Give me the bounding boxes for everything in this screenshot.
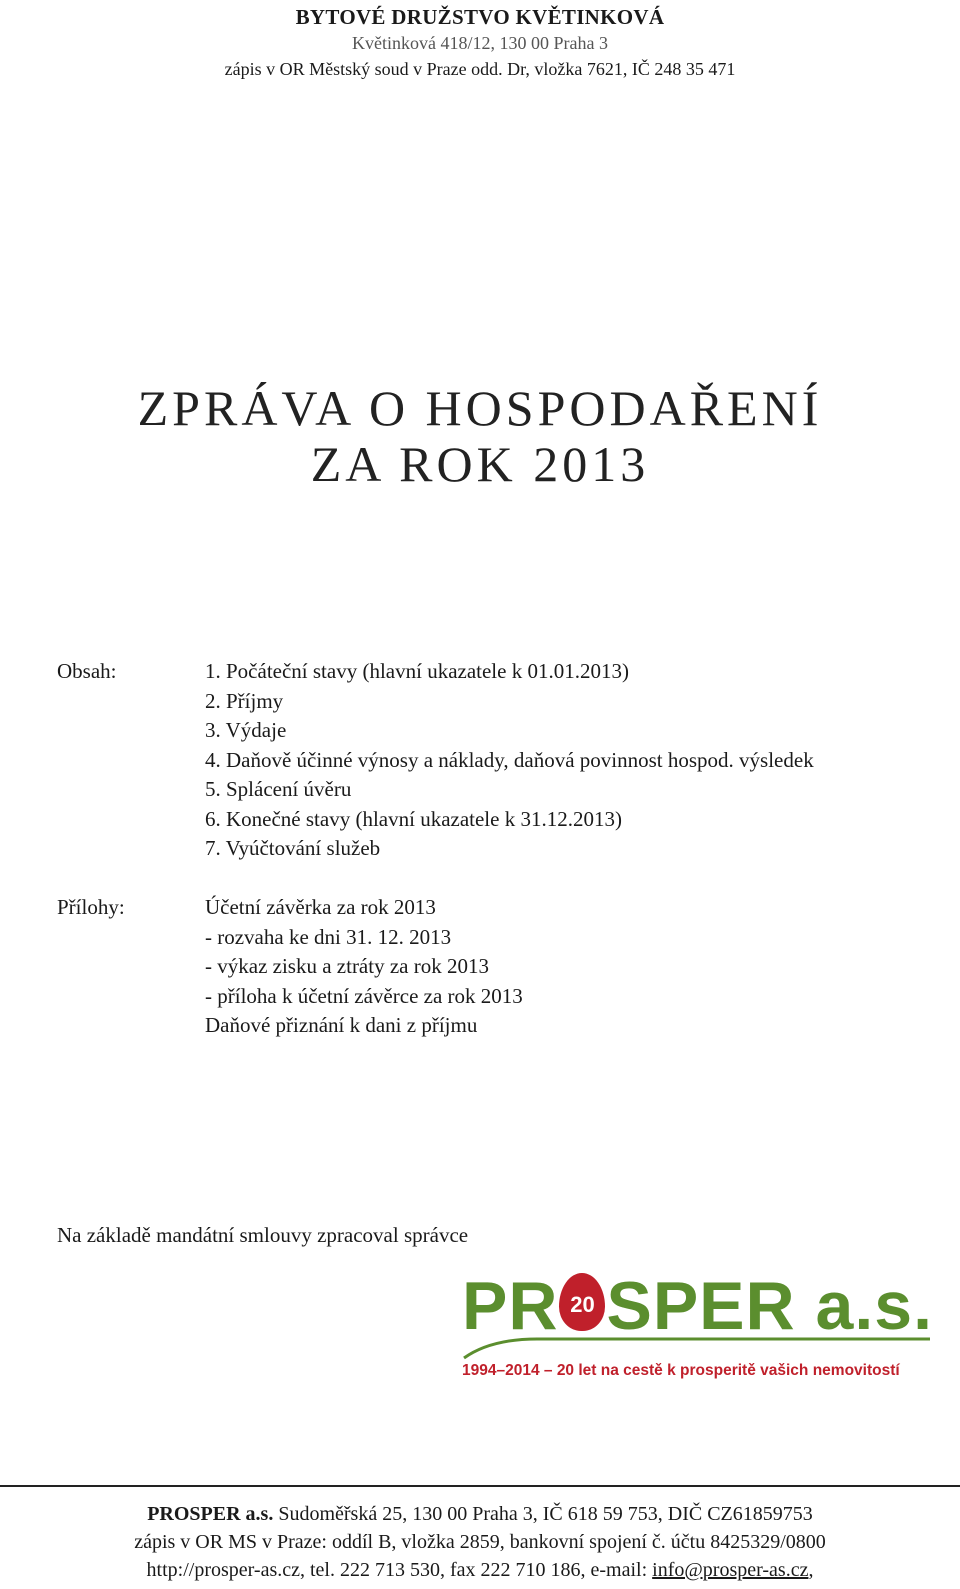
- contents-item: 7. Vyúčtování služeb: [205, 836, 381, 860]
- anniversary-egg-icon: [559, 1273, 605, 1331]
- footer-divider: [0, 1485, 960, 1487]
- prepared-by-note: Na základě mandátní smlouvy zpracoval správce: [57, 1223, 469, 1247]
- organization-name: BYTOVÉ DRUŽSTVO KVĚTINKOVÁ: [295, 5, 665, 29]
- prosper-logo: [462, 1270, 942, 1390]
- footer: [0, 1500, 960, 1584]
- document-header: [0, 4, 960, 82]
- attachments-section: [57, 893, 937, 1043]
- contents-item: 3. Výdaje: [205, 718, 287, 742]
- footer-line-2: zápis v OR MS v Praze: oddíl B, vložka 2859, bankovní spojení č. účtu 8425329/0800: [134, 1531, 826, 1553]
- contents-label: Obsah:: [57, 659, 117, 683]
- footer-line-3: [0, 1556, 960, 1584]
- attachment-item: Daňové přiznání k dani z příjmu: [205, 1013, 478, 1037]
- attachment-item: - výkaz zisku a ztráty za rok 2013: [205, 954, 489, 978]
- contents-item: 2. Příjmy: [205, 688, 284, 713]
- document-title: [0, 380, 960, 492]
- contents-section: [57, 657, 937, 867]
- contents-item: 6. Konečné stavy (hlavní ukazatele k 31.12.2013): [205, 806, 622, 831]
- title-line-1: ZPRÁVA O HOSPODAŘENÍ: [137, 380, 823, 436]
- logo-tagline: 1994–2014 – 20 let na cestě k prosperitě vašich nemovitostí: [462, 1362, 900, 1379]
- attachment-item: Účetní závěrka za rok 2013: [205, 895, 436, 919]
- logo-wordmark: [462, 1270, 933, 1342]
- contents-item: 5. Splácení úvěru: [205, 777, 352, 801]
- logo-word-right: SPER a.s.: [606, 1268, 933, 1344]
- contents-item: 1. Počáteční stavy (hlavní ukazatele k 01.01.2013): [205, 659, 629, 683]
- attachments-label: Přílohy:: [57, 895, 125, 919]
- organization-registry: zápis v OR Městský soud v Praze odd. Dr, vložka 7621, IČ 248 35 471: [224, 59, 736, 79]
- organization-address: Květinková 418/12, 130 00 Praha 3: [352, 33, 608, 53]
- title-line-2: ZA ROK 2013: [310, 436, 650, 492]
- attachment-item: - příloha k účetní závěrce za rok 2013: [205, 983, 523, 1008]
- footer-line-end: ,: [808, 1559, 814, 1581]
- contents-item: 4. Daňově účinné výnosy a náklady, daňová povinnost hospod. výsledek: [205, 747, 814, 772]
- attachments-list: [205, 893, 945, 1041]
- footer-company: PROSPER a.s.: [147, 1503, 274, 1525]
- attachment-item: - rozvaha ke dni 31. 12. 2013: [205, 924, 452, 949]
- logo-swoosh-icon: [462, 1334, 932, 1360]
- footer-address: Sudoměřská 25, 130 00 Praha 3, IČ 618 59 753, DIČ CZ61859753: [273, 1503, 813, 1525]
- contents-list: [205, 657, 945, 864]
- footer-contacts: http://prosper-as.cz, tel. 222 713 530, fax 222 710 186, e-mail:: [146, 1559, 653, 1581]
- logo-egg-number: 20: [570, 1292, 595, 1317]
- footer-line-1: [0, 1500, 960, 1528]
- footer-email-link[interactable]: info@prosper-as.cz: [652, 1559, 809, 1581]
- logo-word-left: PR: [462, 1268, 559, 1344]
